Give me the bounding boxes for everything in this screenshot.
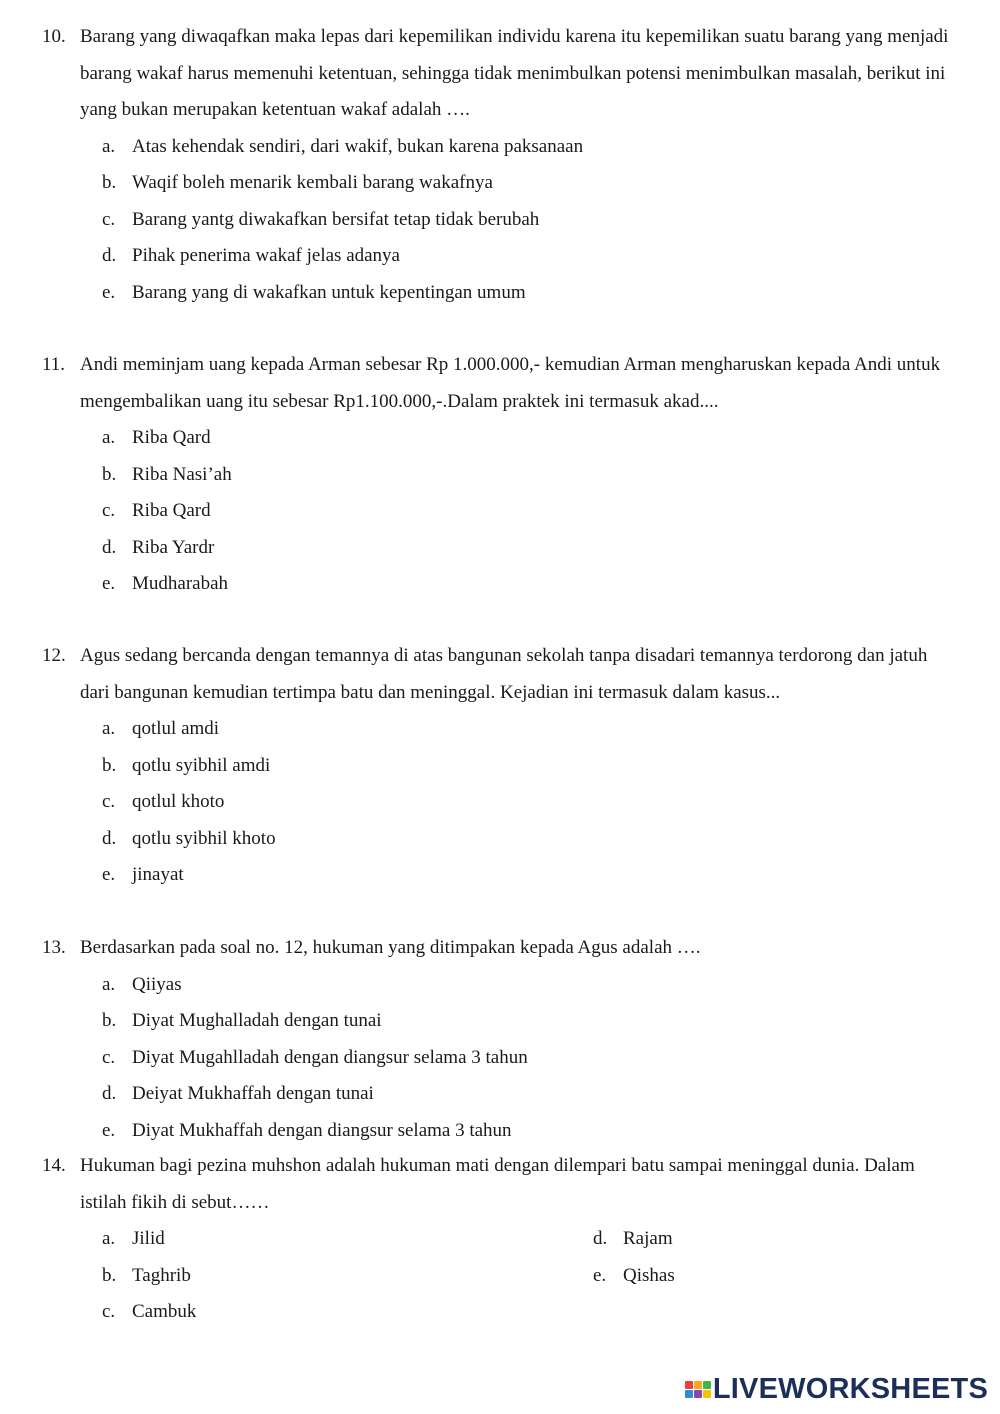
logo-text: LIVEWORKSHEETS <box>712 1372 988 1405</box>
option-text: Waqif boleh menarik kembali barang wakafnya <box>132 172 493 193</box>
option-letter: a. <box>102 135 116 157</box>
option-list <box>102 1221 952 1331</box>
option-text: Diyat Mukhaffah dengan diangsur selama 3 tahun <box>132 1119 512 1141</box>
option-d[interactable] <box>593 1221 993 1258</box>
option-a[interactable] <box>102 967 952 1004</box>
option-list <box>102 967 952 1150</box>
option-letter: c. <box>102 791 116 812</box>
logo-square <box>703 1390 711 1398</box>
option-letter: c. <box>102 500 116 521</box>
option-d[interactable] <box>102 238 952 275</box>
option-letter: d. <box>102 827 117 849</box>
option-text: qotlul khoto <box>132 791 225 812</box>
logo-square <box>685 1390 693 1398</box>
logo-square <box>694 1381 702 1389</box>
option-letter: c. <box>102 1301 116 1322</box>
question-11 <box>42 347 952 603</box>
option-text: jinayat <box>132 864 184 885</box>
option-b[interactable] <box>102 1258 502 1295</box>
option-text: Diyat Mugahlladah dengan diangsur selama 3 tahun <box>132 1046 528 1068</box>
option-text: Barang yantg diwakafkan bersifat tetap tidak berubah <box>132 208 540 230</box>
option-letter: b. <box>102 754 117 776</box>
question-number: 12. <box>42 645 66 666</box>
question-text: Agus sedang bercanda dengan temannya di atas bangunan sekolah tanpa disadari temannya terdorong dan jatuh dari bangunan kemudian tertimpa batu dan meninggal. Kejadian ini termasuk dalam kasus... <box>80 645 928 703</box>
question-number: 10. <box>42 26 66 47</box>
option-e[interactable] <box>102 566 952 603</box>
option-d[interactable] <box>102 530 952 567</box>
question-12 <box>42 638 952 894</box>
option-text: Diyat Mughalladah dengan tunai <box>132 1010 382 1031</box>
option-letter: d. <box>102 536 117 558</box>
question-13 <box>42 930 952 1149</box>
question-number: 11. <box>42 354 66 375</box>
option-e[interactable] <box>593 1258 993 1295</box>
option-c[interactable] <box>102 1040 952 1077</box>
option-text: Qishas <box>623 1264 675 1286</box>
question-text: Barang yang diwaqafkan maka lepas dari kepemilikan individu karena itu kepemilikan suatu barang yang menjadi barang wakaf harus memenuhi ketentuan, sehingga tidak menimbulkan potensi menimbulkan masalah, berikut ini yang bukan merupakan ketentuan wakaf adalah …. <box>80 26 949 120</box>
option-letter: d. <box>102 1083 117 1104</box>
option-text: Pihak penerima wakaf jelas adanya <box>132 245 400 266</box>
logo-square <box>685 1381 693 1389</box>
question-number: 14. <box>42 1155 66 1176</box>
option-text: Riba Qard <box>132 500 211 521</box>
option-letter: b. <box>102 463 117 485</box>
option-list <box>102 129 952 312</box>
option-text: Cambuk <box>132 1301 197 1322</box>
option-text: Qiiyas <box>132 973 182 995</box>
option-a[interactable] <box>102 129 952 166</box>
question-10 <box>42 19 952 311</box>
option-text: Jilid <box>132 1228 165 1249</box>
option-letter: e. <box>102 573 116 594</box>
question-text: Hukuman bagi pezina muhshon adalah hukuman mati dengan dilempari batu sampai meninggal dunia. Dalam istilah fikih di sebut…… <box>80 1155 915 1213</box>
option-d[interactable] <box>102 1076 952 1113</box>
option-letter: d. <box>102 245 117 266</box>
option-text: Riba Qard <box>132 427 211 448</box>
option-text: qotlul amdi <box>132 718 220 739</box>
option-text: qotlu syibhil amdi <box>132 754 271 776</box>
option-letter: a. <box>102 973 116 995</box>
option-a[interactable] <box>102 1221 502 1258</box>
option-c[interactable] <box>102 493 952 530</box>
option-e[interactable] <box>102 275 952 312</box>
option-b[interactable] <box>102 748 952 785</box>
option-list <box>102 420 952 603</box>
question-text: Berdasarkan pada soal no. 12, hukuman yang ditimpakan kepada Agus adalah …. <box>80 937 701 958</box>
option-c[interactable] <box>102 1294 502 1331</box>
option-letter: a. <box>102 427 116 448</box>
option-letter: b. <box>102 1010 117 1031</box>
option-text: Riba Nasi’ah <box>132 463 232 485</box>
option-letter: d. <box>593 1228 608 1249</box>
option-letter: e. <box>102 1119 116 1141</box>
option-e[interactable] <box>102 857 952 894</box>
logo-square <box>694 1390 702 1398</box>
option-d[interactable] <box>102 821 952 858</box>
option-c[interactable] <box>102 202 952 239</box>
option-letter: e. <box>102 281 116 303</box>
option-text: Mudharabah <box>132 573 229 594</box>
option-text: Atas kehendak sendiri, dari wakif, bukan karena paksanaan <box>132 135 584 157</box>
liveworksheets-logo[interactable] <box>685 1371 988 1407</box>
option-letter: c. <box>102 1046 116 1068</box>
question-number: 13. <box>42 937 66 958</box>
liveworksheets-logo-icon <box>685 1381 711 1398</box>
option-b[interactable] <box>102 165 952 202</box>
logo-square <box>703 1381 711 1389</box>
option-letter: a. <box>102 718 116 739</box>
option-a[interactable] <box>102 711 952 748</box>
option-letter: b. <box>102 1264 117 1286</box>
option-c[interactable] <box>102 784 952 821</box>
option-text: qotlu syibhil khoto <box>132 827 276 849</box>
option-b[interactable] <box>102 457 952 494</box>
option-b[interactable] <box>102 1003 952 1040</box>
option-text: Riba Yardr <box>132 536 215 558</box>
option-letter: a. <box>102 1228 116 1249</box>
option-a[interactable] <box>102 420 952 457</box>
option-list <box>102 711 952 894</box>
option-letter: b. <box>102 172 117 193</box>
option-letter: c. <box>102 208 116 230</box>
option-text: Barang yang di wakafkan untuk kepentingan umum <box>132 281 526 303</box>
question-text: Andi meminjam uang kepada Arman sebesar Rp 1.000.000,- kemudian Arman mengharuskan kepada Andi untuk mengembalikan uang itu sebesar Rp1.100.000,-.Dalam praktek ini termasuk akad.... <box>80 354 941 412</box>
option-letter: e. <box>593 1264 607 1286</box>
option-text: Rajam <box>623 1228 673 1249</box>
option-text: Deiyat Mukhaffah dengan tunai <box>132 1083 374 1104</box>
option-text: Taghrib <box>132 1264 191 1286</box>
option-letter: e. <box>102 864 116 885</box>
question-14 <box>42 1148 952 1331</box>
option-e[interactable] <box>102 1113 952 1150</box>
